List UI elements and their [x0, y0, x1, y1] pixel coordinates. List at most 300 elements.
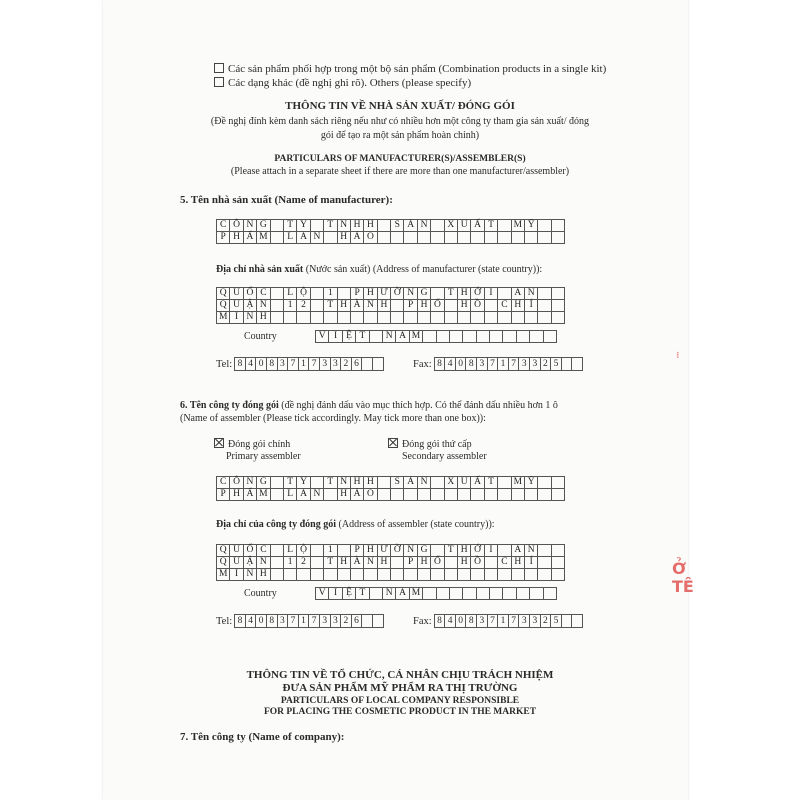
grid-cell[interactable]: H	[350, 220, 363, 232]
grid-cell[interactable]: M	[511, 220, 524, 232]
grid-cell[interactable]	[516, 331, 529, 343]
grid-cell[interactable]: H	[511, 300, 524, 312]
grid-cell[interactable]: Ậ	[243, 300, 256, 312]
grid-cell[interactable]: Ờ	[391, 288, 404, 300]
grid-cell[interactable]: L	[283, 232, 296, 244]
grid-cell[interactable]: Ớ	[471, 545, 484, 557]
grid-cell[interactable]	[431, 220, 444, 232]
grid-cell[interactable]: 2	[297, 300, 310, 312]
grid-cell[interactable]: P	[350, 288, 363, 300]
grid-cell[interactable]: Ả	[404, 477, 417, 489]
grid-cell[interactable]	[530, 588, 543, 600]
digit-cell[interactable]: 3	[530, 358, 541, 370]
grid-cell[interactable]: H	[458, 300, 471, 312]
grid-cell[interactable]	[444, 312, 457, 324]
grid-cell[interactable]: 1	[324, 545, 337, 557]
grid-cell[interactable]: H	[458, 545, 471, 557]
digit-cell[interactable]: 8	[466, 358, 477, 370]
grid-cell[interactable]: Ẩ	[243, 232, 256, 244]
grid-cell[interactable]: N	[243, 477, 256, 489]
grid-cell[interactable]	[404, 489, 417, 501]
grid-cell[interactable]	[538, 300, 551, 312]
digit-cell[interactable]: 7	[288, 615, 299, 627]
grid-cell[interactable]	[498, 489, 511, 501]
grid-cell[interactable]	[530, 331, 543, 343]
grid-cell[interactable]	[350, 312, 363, 324]
grid-cell[interactable]: M	[217, 569, 230, 581]
grid-cell[interactable]: Ệ	[342, 331, 355, 343]
grid-cell[interactable]	[551, 220, 564, 232]
grid-cell[interactable]: Ồ	[471, 300, 484, 312]
grid-cell[interactable]: H	[377, 557, 390, 569]
grid-cell[interactable]: G	[257, 220, 270, 232]
digit-cell[interactable]: 8	[435, 358, 446, 370]
grid-cell[interactable]	[444, 569, 457, 581]
grid-cell[interactable]	[270, 232, 283, 244]
digit-cell[interactable]: 8	[435, 615, 446, 627]
grid-cell[interactable]: I	[484, 288, 497, 300]
grid-cell[interactable]	[377, 312, 390, 324]
assembler-tel[interactable]: Tel: 8 4 0 8 3 7 1 7 3 3 2 6	[216, 614, 384, 628]
grid-cell[interactable]: H	[364, 477, 377, 489]
grid-cell[interactable]	[350, 569, 363, 581]
grid-cell[interactable]	[324, 312, 337, 324]
grid-cell[interactable]	[431, 477, 444, 489]
grid-cell[interactable]: N	[524, 288, 537, 300]
grid-cell[interactable]: P	[217, 489, 230, 501]
grid-cell[interactable]: I	[230, 312, 243, 324]
grid-cell[interactable]: H	[364, 288, 377, 300]
grid-cell[interactable]: O	[364, 489, 377, 501]
grid-cell[interactable]: V	[316, 588, 329, 600]
grid-cell[interactable]: C	[257, 288, 270, 300]
digit-cell[interactable]: 5	[551, 615, 562, 627]
digit-cell[interactable]: 7	[288, 358, 299, 370]
grid-cell[interactable]: 1	[283, 557, 296, 569]
grid-cell[interactable]	[310, 300, 323, 312]
tel-cells[interactable]	[234, 357, 383, 371]
grid-cell[interactable]	[471, 232, 484, 244]
tel-cells[interactable]	[234, 614, 383, 628]
grid-cell[interactable]: N	[243, 569, 256, 581]
grid-cell[interactable]: H	[458, 288, 471, 300]
grid-cell[interactable]	[538, 232, 551, 244]
digit-cell[interactable]: 1	[498, 615, 509, 627]
grid-cell[interactable]	[404, 569, 417, 581]
grid-cell[interactable]	[423, 588, 436, 600]
grid-cell[interactable]: A	[297, 489, 310, 501]
grid-cell[interactable]: T	[283, 477, 296, 489]
grid-cell[interactable]: Ồ	[471, 557, 484, 569]
grid-cell[interactable]: S	[391, 477, 404, 489]
grid-cell[interactable]	[524, 312, 537, 324]
digit-cell[interactable]	[562, 358, 573, 370]
digit-cell[interactable]: 3	[320, 615, 331, 627]
grid-cell[interactable]: T	[283, 220, 296, 232]
grid-cell[interactable]: U	[230, 288, 243, 300]
grid-cell[interactable]	[511, 569, 524, 581]
checked-checkbox-icon[interactable]	[214, 438, 224, 448]
grid-cell[interactable]	[310, 545, 323, 557]
grid-cell[interactable]	[310, 557, 323, 569]
grid-cell[interactable]: M	[217, 312, 230, 324]
grid-cell[interactable]	[511, 312, 524, 324]
manufacturer-fax[interactable]: Fax: 8 4 0 8 3 7 1 7 3 3 2 5	[413, 357, 583, 371]
grid-cell[interactable]	[270, 477, 283, 489]
grid-cell[interactable]: Ẩ	[243, 489, 256, 501]
grid-cell[interactable]	[431, 569, 444, 581]
digit-cell[interactable]: 0	[256, 358, 267, 370]
grid-cell[interactable]: H	[337, 489, 350, 501]
grid-cell[interactable]: Ố	[243, 545, 256, 557]
grid-cell[interactable]	[283, 569, 296, 581]
digit-cell[interactable]: 8	[267, 615, 278, 627]
grid-cell[interactable]	[484, 300, 497, 312]
grid-cell[interactable]	[471, 489, 484, 501]
grid-cell[interactable]	[490, 588, 503, 600]
digit-cell[interactable]: 3	[477, 358, 488, 370]
digit-cell[interactable]: 4	[246, 615, 257, 627]
grid-cell[interactable]: Ố	[431, 300, 444, 312]
grid-cell[interactable]: N	[417, 477, 430, 489]
digit-cell[interactable]	[562, 615, 573, 627]
grid-cell[interactable]	[524, 569, 537, 581]
grid-cell[interactable]	[503, 331, 516, 343]
grid-cell[interactable]: T	[484, 220, 497, 232]
grid-cell[interactable]: N	[243, 312, 256, 324]
grid-cell[interactable]	[391, 312, 404, 324]
grid-cell[interactable]: I	[484, 545, 497, 557]
digit-cell[interactable]: 2	[341, 615, 352, 627]
grid-cell[interactable]	[458, 312, 471, 324]
grid-cell[interactable]: Ộ	[297, 288, 310, 300]
grid-cell[interactable]	[458, 232, 471, 244]
grid-cell[interactable]: U	[458, 477, 471, 489]
grid-cell[interactable]	[377, 569, 390, 581]
grid-cell[interactable]: A	[511, 288, 524, 300]
grid-cell[interactable]: N	[417, 220, 430, 232]
grid-cell[interactable]	[551, 569, 564, 581]
digit-cell[interactable]: 3	[519, 358, 530, 370]
assembler-address-grid[interactable]	[216, 544, 565, 581]
digit-cell[interactable]: 5	[551, 358, 562, 370]
grid-cell[interactable]	[391, 569, 404, 581]
grid-cell[interactable]: Í	[524, 557, 537, 569]
grid-cell[interactable]: T	[356, 331, 369, 343]
grid-cell[interactable]: N	[337, 477, 350, 489]
digit-cell[interactable]: 6	[352, 615, 363, 627]
grid-cell[interactable]	[503, 588, 516, 600]
grid-cell[interactable]: I	[329, 331, 342, 343]
grid-cell[interactable]: A	[396, 331, 409, 343]
digit-cell[interactable]: 8	[235, 615, 246, 627]
grid-cell[interactable]	[538, 312, 551, 324]
grid-cell[interactable]: H	[337, 300, 350, 312]
grid-cell[interactable]: Ả	[350, 232, 363, 244]
assembler-fax[interactable]: Fax: 8 4 0 8 3 7 1 7 3 3 2 5	[413, 614, 583, 628]
grid-cell[interactable]: Ả	[404, 220, 417, 232]
grid-cell[interactable]: Q	[217, 545, 230, 557]
grid-cell[interactable]: I	[329, 588, 342, 600]
grid-cell[interactable]	[377, 232, 390, 244]
grid-cell[interactable]	[324, 232, 337, 244]
grid-cell[interactable]	[543, 331, 556, 343]
digit-cell[interactable]: 2	[341, 358, 352, 370]
grid-cell[interactable]: L	[283, 288, 296, 300]
manufacturer-tel[interactable]: Tel: 8 4 0 8 3 7 1 7 3 3 2 6	[216, 357, 384, 371]
grid-cell[interactable]: Ỹ	[524, 220, 537, 232]
grid-cell[interactable]	[458, 569, 471, 581]
checked-checkbox-icon[interactable]	[388, 438, 398, 448]
grid-cell[interactable]	[310, 569, 323, 581]
grid-cell[interactable]	[476, 331, 489, 343]
grid-cell[interactable]	[436, 588, 449, 600]
grid-cell[interactable]: Ấ	[471, 477, 484, 489]
grid-cell[interactable]: U	[458, 220, 471, 232]
grid-cell[interactable]: N	[337, 220, 350, 232]
grid-cell[interactable]	[458, 489, 471, 501]
grid-cell[interactable]: À	[350, 557, 363, 569]
grid-cell[interactable]: C	[217, 477, 230, 489]
digit-cell[interactable]: 3	[278, 615, 289, 627]
grid-cell[interactable]: Í	[524, 300, 537, 312]
grid-cell[interactable]	[498, 220, 511, 232]
grid-cell[interactable]	[270, 288, 283, 300]
grid-cell[interactable]: Ỹ	[524, 477, 537, 489]
checkbox-icon[interactable]	[214, 63, 224, 73]
grid-cell[interactable]: U	[230, 300, 243, 312]
grid-cell[interactable]	[337, 545, 350, 557]
grid-cell[interactable]: Ố	[243, 288, 256, 300]
grid-cell[interactable]	[498, 232, 511, 244]
digit-cell[interactable]: 1	[299, 358, 310, 370]
grid-cell[interactable]: N	[257, 557, 270, 569]
grid-cell[interactable]	[431, 232, 444, 244]
grid-cell[interactable]: À	[350, 300, 363, 312]
grid-cell[interactable]: Q	[217, 557, 230, 569]
grid-cell[interactable]: T	[444, 288, 457, 300]
digit-cell[interactable]: 7	[309, 615, 320, 627]
grid-cell[interactable]	[270, 300, 283, 312]
grid-cell[interactable]: Ấ	[471, 220, 484, 232]
grid-cell[interactable]	[337, 288, 350, 300]
digit-cell[interactable]: 7	[509, 358, 520, 370]
grid-cell[interactable]	[431, 545, 444, 557]
grid-cell[interactable]	[270, 569, 283, 581]
grid-cell[interactable]: Ư	[377, 545, 390, 557]
grid-cell[interactable]	[538, 288, 551, 300]
manufacturer-address-grid[interactable]	[216, 287, 565, 324]
grid-cell[interactable]: X	[444, 220, 457, 232]
grid-cell[interactable]	[324, 489, 337, 501]
grid-cell[interactable]	[417, 312, 430, 324]
grid-cell[interactable]: G	[257, 477, 270, 489]
grid-cell[interactable]	[436, 331, 449, 343]
digit-cell[interactable]: 7	[488, 615, 499, 627]
grid-cell[interactable]	[511, 489, 524, 501]
grid-cell[interactable]: C	[217, 220, 230, 232]
grid-cell[interactable]: G	[417, 288, 430, 300]
grid-cell[interactable]	[310, 220, 323, 232]
grid-cell[interactable]	[551, 545, 564, 557]
digit-cell[interactable]: 3	[530, 615, 541, 627]
digit-cell[interactable]: 0	[256, 615, 267, 627]
grid-cell[interactable]: V	[316, 331, 329, 343]
grid-cell[interactable]	[404, 232, 417, 244]
grid-cell[interactable]: H	[511, 557, 524, 569]
digit-cell[interactable]	[572, 615, 582, 627]
grid-cell[interactable]	[404, 312, 417, 324]
digit-cell[interactable]: 3	[320, 358, 331, 370]
grid-cell[interactable]	[444, 489, 457, 501]
grid-cell[interactable]	[431, 489, 444, 501]
manufacturer-country-grid[interactable]	[315, 330, 557, 343]
grid-cell[interactable]	[377, 477, 390, 489]
grid-cell[interactable]	[444, 300, 457, 312]
grid-cell[interactable]	[377, 220, 390, 232]
grid-cell[interactable]	[498, 288, 511, 300]
secondary-assembler-option[interactable]: Đóng gói thứ cấp	[388, 438, 472, 450]
grid-cell[interactable]: Ậ	[243, 557, 256, 569]
grid-cell[interactable]: M	[409, 588, 422, 600]
grid-cell[interactable]	[270, 545, 283, 557]
grid-cell[interactable]: A	[396, 588, 409, 600]
grid-cell[interactable]	[369, 588, 382, 600]
digit-cell[interactable]: 2	[541, 358, 552, 370]
grid-cell[interactable]	[369, 331, 382, 343]
grid-cell[interactable]	[490, 331, 503, 343]
digit-cell[interactable]	[572, 358, 582, 370]
grid-cell[interactable]	[476, 588, 489, 600]
grid-cell[interactable]: Ô	[230, 477, 243, 489]
digit-cell[interactable]: 0	[456, 358, 467, 370]
digit-cell[interactable]	[373, 358, 383, 370]
grid-cell[interactable]	[551, 232, 564, 244]
grid-cell[interactable]: Ờ	[391, 545, 404, 557]
grid-cell[interactable]: T	[324, 300, 337, 312]
grid-cell[interactable]: H	[257, 312, 270, 324]
grid-cell[interactable]: U	[230, 557, 243, 569]
grid-cell[interactable]	[484, 557, 497, 569]
grid-cell[interactable]: N	[364, 557, 377, 569]
grid-cell[interactable]	[551, 489, 564, 501]
grid-cell[interactable]	[498, 569, 511, 581]
grid-cell[interactable]	[337, 569, 350, 581]
grid-cell[interactable]: A	[297, 232, 310, 244]
grid-cell[interactable]: M	[511, 477, 524, 489]
grid-cell[interactable]: A	[511, 545, 524, 557]
digit-cell[interactable]: 1	[498, 358, 509, 370]
grid-cell[interactable]	[324, 569, 337, 581]
grid-cell[interactable]: N	[310, 232, 323, 244]
grid-cell[interactable]	[297, 312, 310, 324]
digit-cell[interactable]: 3	[519, 615, 530, 627]
grid-cell[interactable]: I	[230, 569, 243, 581]
grid-cell[interactable]	[444, 232, 457, 244]
grid-cell[interactable]	[431, 288, 444, 300]
grid-cell[interactable]: 1	[324, 288, 337, 300]
grid-cell[interactable]: O	[364, 232, 377, 244]
grid-cell[interactable]	[538, 545, 551, 557]
grid-cell[interactable]	[391, 300, 404, 312]
grid-cell[interactable]: 1	[283, 300, 296, 312]
grid-cell[interactable]: P	[350, 545, 363, 557]
grid-cell[interactable]	[498, 477, 511, 489]
grid-cell[interactable]: M	[409, 331, 422, 343]
digit-cell[interactable]: 8	[235, 358, 246, 370]
grid-cell[interactable]	[417, 569, 430, 581]
grid-cell[interactable]	[538, 569, 551, 581]
grid-cell[interactable]: N	[404, 545, 417, 557]
grid-cell[interactable]	[538, 557, 551, 569]
assembler-country-grid[interactable]	[315, 587, 557, 600]
grid-cell[interactable]	[538, 220, 551, 232]
grid-cell[interactable]	[484, 569, 497, 581]
digit-cell[interactable]: 4	[445, 358, 456, 370]
grid-cell[interactable]	[377, 489, 390, 501]
grid-cell[interactable]: Y	[297, 477, 310, 489]
digit-cell[interactable]: 4	[445, 615, 456, 627]
grid-cell[interactable]	[391, 232, 404, 244]
grid-cell[interactable]	[498, 312, 511, 324]
grid-cell[interactable]	[391, 489, 404, 501]
grid-cell[interactable]	[364, 312, 377, 324]
digit-cell[interactable]: 7	[488, 358, 499, 370]
grid-cell[interactable]	[551, 557, 564, 569]
grid-cell[interactable]	[417, 489, 430, 501]
digit-cell[interactable]: 7	[309, 358, 320, 370]
fax-cells[interactable]	[434, 614, 583, 628]
grid-cell[interactable]	[484, 489, 497, 501]
grid-cell[interactable]: P	[404, 557, 417, 569]
grid-cell[interactable]	[310, 288, 323, 300]
grid-cell[interactable]: L	[283, 489, 296, 501]
grid-cell[interactable]	[449, 331, 462, 343]
grid-cell[interactable]	[471, 569, 484, 581]
grid-cell[interactable]: P	[404, 300, 417, 312]
grid-cell[interactable]: S	[391, 220, 404, 232]
digit-cell[interactable]	[362, 615, 373, 627]
digit-cell[interactable]: 3	[331, 615, 342, 627]
checkbox-icon[interactable]	[214, 77, 224, 87]
grid-cell[interactable]	[270, 489, 283, 501]
grid-cell[interactable]	[449, 588, 462, 600]
digit-cell[interactable]: 4	[246, 358, 257, 370]
grid-cell[interactable]	[297, 569, 310, 581]
grid-cell[interactable]	[551, 288, 564, 300]
grid-cell[interactable]: U	[230, 545, 243, 557]
grid-cell[interactable]: Q	[217, 300, 230, 312]
grid-cell[interactable]: Q	[217, 288, 230, 300]
option-combination[interactable]: Các sản phẩm phối hợp trong một bộ sản phẩm (Combination products in a single kit)	[214, 63, 606, 75]
grid-cell[interactable]: N	[382, 331, 395, 343]
grid-cell[interactable]: C	[257, 545, 270, 557]
grid-cell[interactable]: H	[350, 477, 363, 489]
grid-cell[interactable]	[270, 312, 283, 324]
grid-cell[interactable]: T	[444, 545, 457, 557]
grid-cell[interactable]: M	[257, 489, 270, 501]
grid-cell[interactable]: H	[417, 300, 430, 312]
grid-cell[interactable]: H	[417, 557, 430, 569]
grid-cell[interactable]	[524, 232, 537, 244]
grid-cell[interactable]: Ệ	[342, 588, 355, 600]
grid-cell[interactable]: C	[498, 557, 511, 569]
digit-cell[interactable]: 8	[267, 358, 278, 370]
grid-cell[interactable]	[516, 588, 529, 600]
grid-cell[interactable]	[364, 569, 377, 581]
grid-cell[interactable]: P	[217, 232, 230, 244]
digit-cell[interactable]: 7	[509, 615, 520, 627]
